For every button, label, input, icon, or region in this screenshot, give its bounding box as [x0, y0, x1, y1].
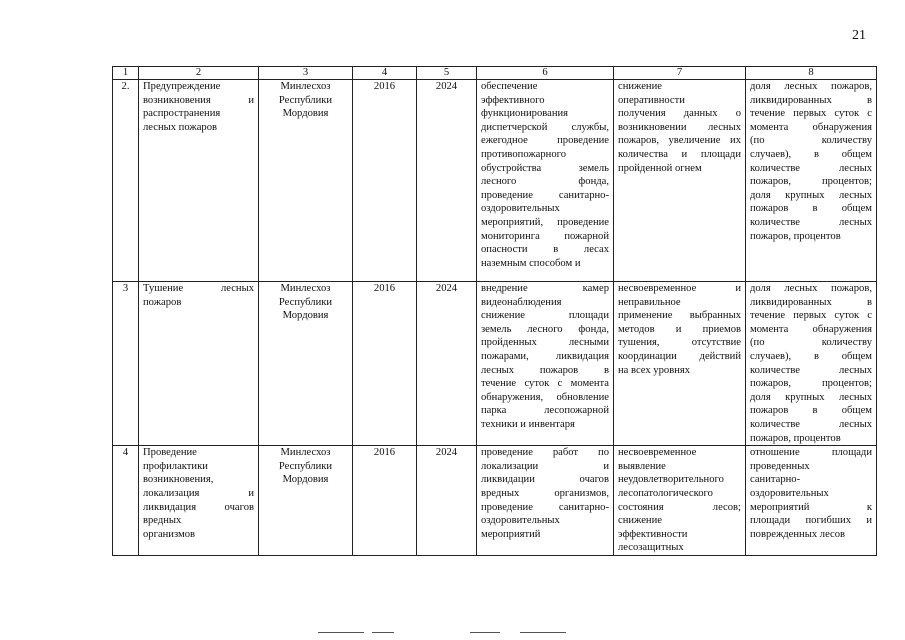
- header-cell: 2: [139, 67, 259, 80]
- measure-content-line: мероприятий: [481, 528, 541, 540]
- measure-content-line: парка лесопожарной: [481, 405, 609, 417]
- executor-line: Мордовия: [282, 310, 329, 322]
- measure-content-line: противопожарного: [481, 148, 567, 160]
- measure-content-line: лесного фонда,: [481, 176, 609, 188]
- end-year: 2024: [417, 80, 477, 282]
- executor-line: Мордовия: [282, 108, 329, 120]
- scan-artifact-line: [470, 632, 500, 633]
- related-indicator-line: (по количеству: [750, 135, 872, 147]
- related-indicator-line: санитарно-: [750, 474, 801, 486]
- measure-content: [477, 282, 614, 446]
- measure-content-line: опасности в лесах: [481, 244, 609, 256]
- measure-name-line: ликвидация очагов: [143, 501, 254, 513]
- measure-name-line: вредных: [143, 515, 182, 527]
- non-implementation-consequence-line: возникновении лесных: [618, 121, 741, 133]
- start-year: 2016: [353, 446, 417, 556]
- measure-content-line: техники и инвентаря: [481, 418, 575, 430]
- related-indicator-line: отношение площади: [750, 447, 872, 459]
- related-indicator-line: количестве лесных: [750, 418, 872, 430]
- row-number: 4: [113, 446, 139, 556]
- header-cell: 7: [614, 67, 746, 80]
- related-indicator-line: (по количеству: [750, 337, 872, 349]
- non-implementation-consequence-line: несвоевременное и: [618, 283, 741, 294]
- related-indicator-line: поврежденных лесов: [750, 528, 846, 540]
- measure-name: [139, 446, 259, 556]
- measure-content-line: лесных пожаров в: [481, 364, 609, 376]
- related-indicator-line: доля лесных пожаров,: [750, 283, 872, 294]
- measure-content-line: течение суток с момента: [481, 378, 609, 390]
- executor-line: Республики: [278, 460, 333, 472]
- non-implementation-consequence-line: неправильное: [618, 296, 681, 308]
- header-cell: 3: [259, 67, 353, 80]
- measure-content-line: диспетчерской службы,: [481, 121, 609, 133]
- non-implementation-consequence-line: снижение: [618, 515, 662, 527]
- header-cell: 6: [477, 67, 614, 80]
- measure-name-line: возникновения,: [143, 474, 214, 486]
- related-indicator-line: количестве лесных: [750, 216, 872, 228]
- measure-content-line: ликвидации очагов: [481, 474, 609, 486]
- measure-content-line: проведение санитарно-: [481, 189, 609, 201]
- executor: [259, 80, 353, 282]
- row-number: 3: [113, 282, 139, 446]
- executor-line: Минлесхоз: [280, 283, 331, 294]
- related-indicator-line: момента обнаружения: [750, 323, 872, 335]
- measure-name-line: Тушение лесных: [143, 283, 254, 294]
- related-indicator-line: течение первых суток с: [750, 310, 872, 322]
- non-implementation-consequence-line: лесопатологического: [618, 487, 713, 499]
- related-indicator-line: пожаров в общем: [750, 405, 872, 417]
- related-indicator: [746, 446, 877, 556]
- measure-name-line: организмов: [143, 528, 196, 540]
- measure-name: [139, 80, 259, 282]
- measure-content-line: обустройства земель: [481, 162, 609, 174]
- page-number: 21: [852, 28, 866, 43]
- executor-line: Республики: [278, 296, 333, 308]
- related-indicator-line: пожаров, процентов;: [750, 378, 872, 390]
- table-row: [113, 80, 877, 282]
- measure-name-line: распространения: [143, 108, 221, 120]
- measure-content: [477, 80, 614, 282]
- measure-content-line: функционирования: [481, 108, 569, 120]
- header-cell: 8: [746, 67, 877, 80]
- non-implementation-consequence-line: на всех уровнях: [618, 364, 691, 376]
- non-implementation-consequence-line: количества и площади: [618, 148, 741, 160]
- executor-line: Минлесхоз: [280, 81, 331, 92]
- measure-content-line: локализации и: [481, 460, 609, 472]
- scan-artifact-line: [372, 632, 394, 633]
- table-row: [113, 282, 877, 446]
- related-indicator-line: доля крупных лесных: [750, 391, 872, 403]
- measure-content-line: видеонаблюдения: [481, 296, 562, 308]
- measure-content-line: пожарами, ликвидация: [481, 350, 609, 362]
- measure-content-line: оздоровительных: [481, 203, 560, 215]
- non-implementation-consequence-line: состояния лесов;: [618, 501, 741, 513]
- measure-name-line: Предупреждение: [143, 81, 221, 92]
- measure-content-line: проведение работ по: [481, 447, 609, 459]
- related-indicator-line: момента обнаружения: [750, 121, 872, 133]
- executor-line: Республики: [278, 94, 333, 106]
- non-implementation-consequence-line: лесозащитных: [618, 542, 684, 554]
- related-indicator-line: ликвидированных в: [750, 296, 872, 308]
- table-row: [113, 446, 877, 556]
- measure-name-line: возникновения и: [143, 94, 254, 106]
- measure-content-line: мониторинга пожарной: [481, 230, 609, 242]
- executor: [259, 446, 353, 556]
- header-row: [113, 67, 877, 80]
- non-implementation-consequence-line: методов и приемов: [618, 323, 741, 335]
- measure-content: [477, 446, 614, 556]
- non-implementation-consequence-line: тушения, отсутствие: [618, 337, 741, 349]
- executor-line: Мордовия: [282, 474, 329, 486]
- measure-name: [139, 282, 259, 446]
- related-indicator-line: случаев), в общем: [750, 148, 872, 160]
- measure-name-line: профилактики: [143, 460, 208, 472]
- related-indicator-line: оздоровительных: [750, 487, 829, 499]
- related-indicator-line: проведенных: [750, 460, 810, 472]
- scan-artifact-line: [520, 632, 566, 633]
- related-indicator-line: количестве лесных: [750, 162, 872, 174]
- measures-table: [112, 66, 877, 556]
- measure-content-line: эффективного: [481, 94, 545, 106]
- start-year: 2016: [353, 80, 417, 282]
- non-implementation-consequence: [614, 446, 746, 556]
- related-indicator-line: количестве лесных: [750, 364, 872, 376]
- non-implementation-consequence-line: неудовлетворительного: [618, 474, 724, 486]
- related-indicator-line: мероприятий к: [750, 501, 872, 513]
- measure-content-line: оздоровительных: [481, 515, 560, 527]
- measure-name-line: локализация и: [143, 487, 254, 499]
- executor-line: Минлесхоз: [280, 447, 331, 459]
- measure-name-line: лесных пожаров: [143, 121, 218, 133]
- related-indicator-line: пожаров, процентов: [750, 432, 841, 444]
- end-year: 2024: [417, 446, 477, 556]
- measure-name-line: пожаров: [143, 296, 182, 308]
- measure-content-line: ежегодное проведение: [481, 135, 609, 147]
- measure-content-line: пройденных лесными: [481, 337, 609, 349]
- measure-content-line: обеспечение: [481, 81, 538, 92]
- related-indicator-line: случаев), в общем: [750, 350, 872, 362]
- non-implementation-consequence-line: получения данных о: [618, 108, 741, 120]
- measure-content-line: обнаружения, обновление: [481, 391, 609, 403]
- related-indicator-line: ликвидированных в: [750, 94, 872, 106]
- measure-content-line: снижение площади: [481, 310, 609, 322]
- related-indicator-line: доля лесных пожаров,: [750, 81, 872, 92]
- non-implementation-consequence-line: снижение: [618, 81, 662, 92]
- non-implementation-consequence: [614, 282, 746, 446]
- related-indicator-line: пожаров, процентов;: [750, 176, 872, 188]
- non-implementation-consequence: [614, 80, 746, 282]
- scan-artifact-line: [318, 632, 364, 633]
- non-implementation-consequence-line: пройденной огнем: [618, 162, 702, 174]
- measure-name-line: Проведение: [143, 447, 197, 459]
- non-implementation-consequence-line: эффективности: [618, 528, 688, 540]
- measure-content-line: земель лесного фонда,: [481, 323, 609, 335]
- measure-content-line: вредных организмов,: [481, 487, 609, 499]
- header-cell: 5: [417, 67, 477, 80]
- measure-content-line: наземным способом и: [481, 257, 581, 269]
- header-cell: 1: [113, 67, 139, 80]
- related-indicator-line: пожаров в общем: [750, 203, 872, 215]
- non-implementation-consequence-line: применение выбранных: [618, 310, 741, 322]
- measure-content-line: внедрение камер: [481, 283, 609, 294]
- related-indicator-line: течение первых суток с: [750, 108, 872, 120]
- related-indicator-line: пожаров, процентов: [750, 230, 841, 242]
- non-implementation-consequence-line: несвоевременное: [618, 447, 697, 459]
- start-year: 2016: [353, 282, 417, 446]
- related-indicator-line: площади погибших и: [750, 515, 872, 527]
- non-implementation-consequence-line: оперативности: [618, 94, 685, 106]
- non-implementation-consequence-line: пожаров, увеличение их: [618, 135, 741, 147]
- measure-content-line: мероприятий, проведение: [481, 216, 609, 228]
- non-implementation-consequence-line: выявление: [618, 460, 666, 472]
- related-indicator: [746, 80, 877, 282]
- related-indicator-line: доля крупных лесных: [750, 189, 872, 201]
- row-number: 2.: [113, 80, 139, 282]
- header-cell: 4: [353, 67, 417, 80]
- related-indicator: [746, 282, 877, 446]
- measure-content-line: проведение санитарно-: [481, 501, 609, 513]
- end-year: 2024: [417, 282, 477, 446]
- non-implementation-consequence-line: координации действий: [618, 350, 741, 362]
- executor: [259, 282, 353, 446]
